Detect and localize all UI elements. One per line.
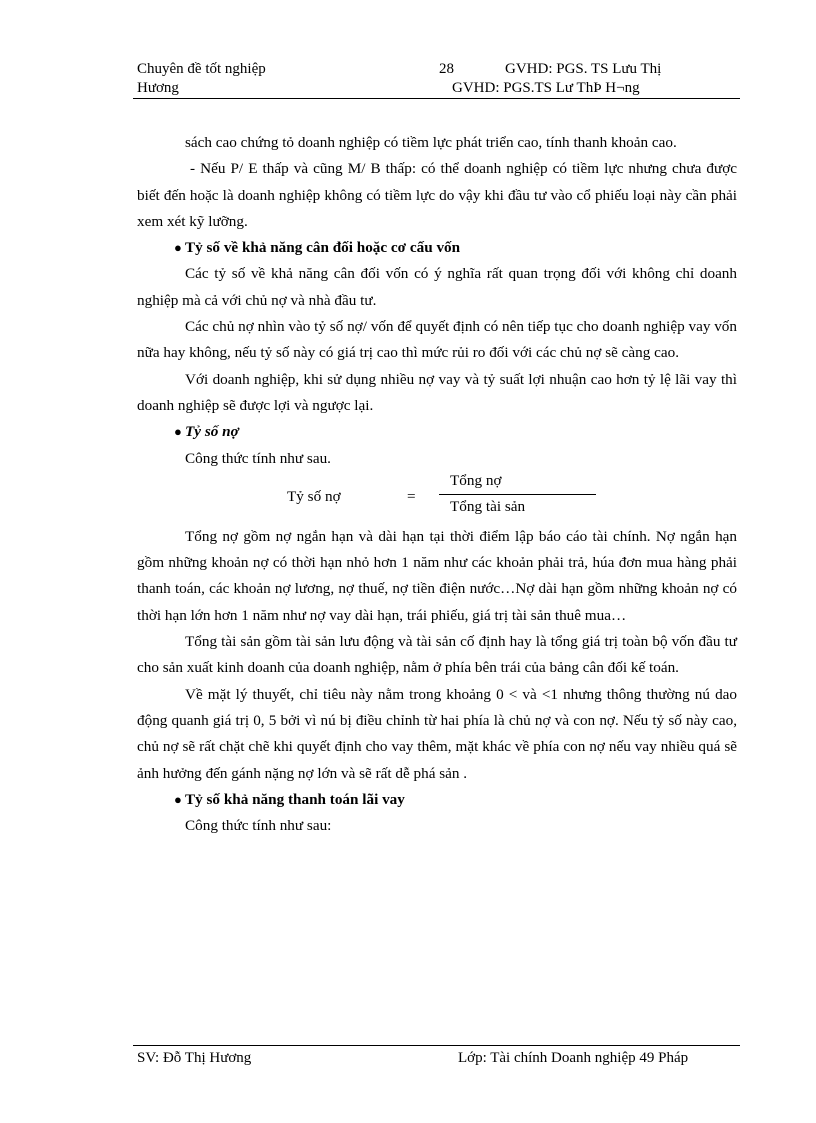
page-number: 28 [439,61,454,77]
debt-ratio-formula [137,472,737,524]
paragraph: - Nếu P/ E thấp và cũng M/ B thấp: có thể doanh nghiệp có tiềm lực nhưng chưa được biết đến hoặc là doanh nghiệp không có tiềm lực do vậy khi đầu tư vào cổ phiếu loại này cần phải xem xét kỹ lưỡng. [137,160,737,230]
section-heading: ● Tỷ số nợ [137,419,737,445]
header-advisor: GVHD: PGS. TS Lưu Thị [505,61,662,77]
formula-numerator: Tổng nợ [450,471,502,489]
header-title-continued: Hương [137,80,179,96]
paragraph: Tổng nợ gồm nợ ngắn hạn và dài hạn tại thời điểm lập báo cáo tài chính. Nợ ngắn hạn gồm những khoản nợ có thời hạn nhỏ hơn 1 năm như các khoản phải trả, húa đơn mua hàng phải thanh toán, các khoản nợ lương, nợ thuế, nợ tiền điện nước…Nợ dài hạn gồm những khoản nợ có thời hạn lớn hơn 1 năm như nợ vay dài hạn, trái phiếu, giá trị tài sản thuê mua… [137,527,737,624]
paragraph: sách cao chứng tỏ doanh nghiệp có tiềm lực phát triển cao, tính thanh khoản cao. [185,134,677,151]
footer-rule [133,1045,740,1046]
section-heading: ● Tỷ số về khả năng cân đối hoặc cơ cấu vốn [137,235,737,261]
paragraph: Các tỷ số về khả năng cân đối vốn có ý nghĩa rất quan trọng đối với không chỉ doanh nghiệp mà cả với chủ nợ và nhà đầu tư. [137,265,737,309]
paragraph: Công thức tính như sau: [185,817,332,835]
bullet-dot-icon: ● [174,424,182,440]
bullet-dot-icon: ● [174,240,182,256]
paragraph: Với doanh nghiệp, khi sử dụng nhiều nợ vay và tỷ suất lợi nhuận cao hơn tỷ lệ lãi vay thì doanh nghiệp sẽ được lợi và ngược lại. [137,370,737,414]
paragraph: Công thức tính như sau. [185,449,331,467]
body-content [137,130,737,839]
header-rule [133,98,740,99]
formula-label: Tỷ số nợ [287,487,341,505]
footer-student: SV: Đỗ Thị Hương [137,1050,252,1066]
paragraph: Về mặt lý thuyết, chỉ tiêu này nằm trong khoảng 0 < và <1 nhưng thông thường nú dao động quanh giá trị 0, 5 bởi vì nú bị điều chỉnh từ hai phía là chủ nợ và con nợ. Nếu tỷ số này cao, chủ nợ sẽ rất chặt chẽ khi quyết định cho vay thêm, mặt khác về phía con nợ nếu vay nhiều quá sẽ ảnh hưởng đến gánh nặng nợ lớn và sẽ rất dễ phá sản . [137,685,737,782]
paragraph: Tổng tài sản gồm tài sản lưu động và tài sản cố định hay là tổng giá trị toàn bộ vốn đầu tư cho sản xuất kinh doanh của doanh nghiệp, nằm ở phía bên trái của bảng cân đối kế toán. [137,633,737,677]
bullet-dot-icon: ● [174,791,182,807]
header-advisor-garbled: GVHD: PGS.TS Lư ThÞ H¬ng [452,80,640,96]
footer-class: Lớp: Tài chính Doanh nghiệp 49 Pháp [458,1050,689,1066]
header-title: Chuyên đề tốt nghiệp [137,61,266,77]
formula-equals: = [407,487,416,505]
formula-denominator: Tổng tài sản [450,497,526,515]
section-heading: ● Tỷ số khả năng thanh toán lãi vay [137,787,737,813]
paragraph: Các chủ nợ nhìn vào tỷ số nợ/ vốn để quyết định có nên tiếp tục cho doanh nghiệp vay vốn nữa hay không, nếu tỷ số này có giá trị cao thì mức rủi ro đối với các chủ nợ sẽ càng cao. [137,318,737,362]
